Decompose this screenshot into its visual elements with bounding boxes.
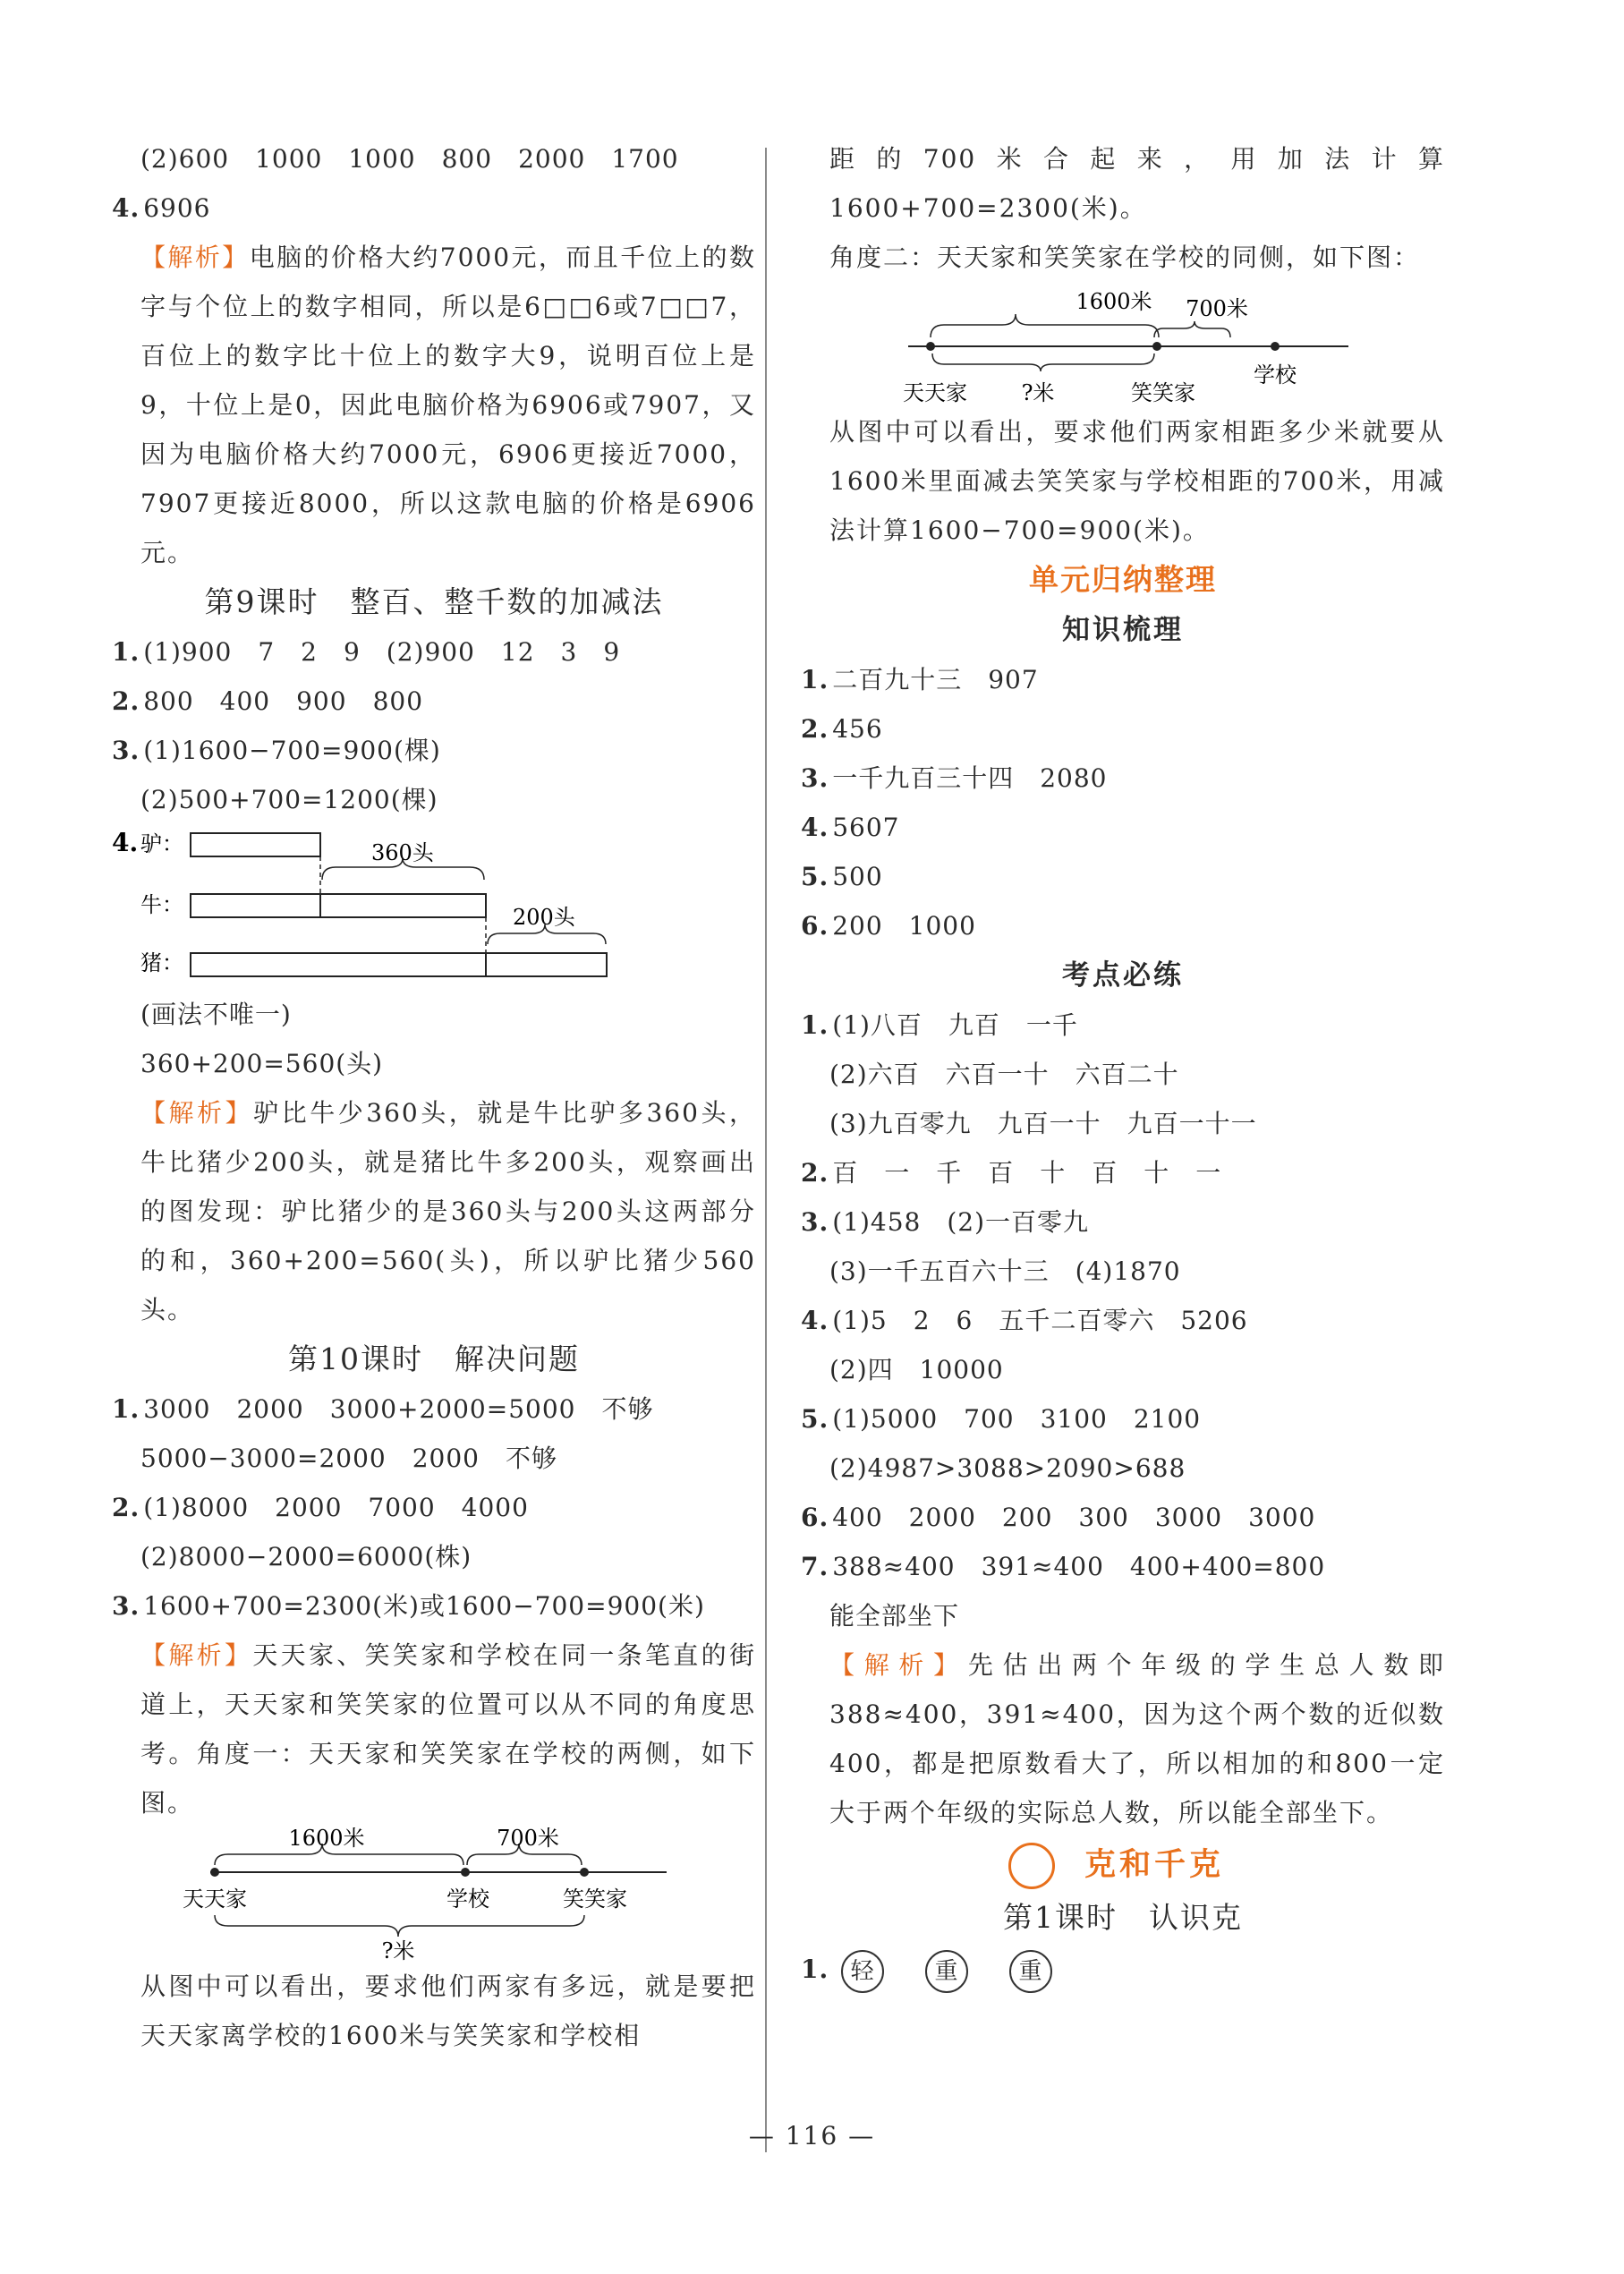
label-1600: 1600米 — [1076, 289, 1152, 314]
label-200: 200头 — [513, 905, 575, 930]
bar-diagram-svg — [112, 824, 756, 990]
answer-text: 百 一 千 百 十 百 十 一 — [832, 1158, 1222, 1188]
paragraph: 从图中可以看出，要求他们两家相距多少米就要从1600米里面减去笑笑家与学校相距的700米，用减法计算1600−700=900(米)。 — [829, 417, 1445, 545]
list-item — [801, 704, 1445, 754]
analysis-tag: 【解析】 — [829, 1650, 968, 1680]
answer-text: (1)5000 700 3100 2100 — [832, 1404, 1202, 1434]
label-unknown: ?米 — [381, 1938, 415, 1962]
label-school: 学校 — [446, 1886, 489, 1912]
list-item — [801, 901, 1445, 950]
analysis-text: 电脑的价格大约7000元，而且千位上的数字与个位上的数字相同，所以是6□□6或7□□7，百位上的数字比十位上的数字大9，说明百位上是9，十位上是0，因此电脑价格为6906或7907，又因为电脑价格大约7000元，6906更接近7000，7907更接近8000，所以这款电脑的价格是6906元。 — [140, 243, 756, 567]
lesson-9-title: 第9课时 整百、整千数的加减法 — [204, 584, 664, 619]
question-number: 6. — [801, 1503, 829, 1532]
question-number: 6. — [801, 911, 829, 941]
question-5 — [801, 1394, 1445, 1444]
list-item — [801, 803, 1445, 852]
answer-line: (2)4987>3088>2090>688 — [829, 1453, 1186, 1483]
unit-summary-title: 单元归纳整理 — [1029, 562, 1217, 597]
label-1600: 1600米 — [288, 1827, 365, 1851]
analysis-paragraph — [112, 1088, 756, 1334]
brace-700 — [1154, 321, 1230, 337]
answer-line: (3)一千五百六十三 (4)1870 — [829, 1256, 1181, 1286]
question-number: 1. — [801, 1955, 829, 1984]
bar-cow — [191, 894, 486, 917]
answer-text: (1)900 7 2 9 (2)900 12 3 9 — [143, 637, 621, 667]
bar-donkey — [191, 833, 320, 856]
answer-text: 400 2000 200 300 3000 3000 — [832, 1503, 1316, 1532]
question-number: 3. — [801, 1207, 829, 1237]
label-xiaoxiao: 笑笑家 — [1131, 380, 1195, 405]
question-number: 5. — [801, 1404, 829, 1434]
question-number: 1. — [801, 665, 829, 694]
paragraph: 角度二：天天家和笑笑家在学校的同侧，如下图： — [829, 243, 1421, 272]
chapter-title: 克和千克 — [1084, 1846, 1224, 1883]
label-pig: 猪： — [140, 950, 183, 975]
question-1 — [112, 1384, 756, 1434]
question-number: 3. — [112, 736, 140, 765]
brace-unknown — [932, 353, 1154, 371]
answer-line: (2)四 10000 — [829, 1355, 1004, 1384]
question-number: 1. — [112, 1394, 140, 1424]
answer-line: (3)九百零九 九百一十 九百一十一 — [829, 1109, 1257, 1138]
question-3 — [112, 1581, 756, 1631]
point-xiaoxiao — [1152, 342, 1161, 351]
label-360: 360头 — [371, 840, 434, 865]
analysis-paragraph — [112, 233, 756, 577]
brace-1600 — [931, 314, 1159, 337]
answer-line: 能全部坐下 — [829, 1601, 960, 1631]
answer-text: 1600+700=2300(米)或1600−700=900(米) — [143, 1591, 705, 1621]
equation-line: 360+200=560(头) — [140, 1049, 384, 1078]
answer-text: 200 1000 — [832, 911, 976, 941]
line-diagram-svg — [112, 1827, 756, 1962]
answer-text: 800 400 900 800 — [143, 686, 424, 716]
label-700: 700米 — [1186, 296, 1248, 321]
label-tiantian: 天天家 — [183, 1886, 247, 1912]
paragraph: 从图中可以看出，要求他们两家有多远，就是要把天天家离学校的1600米与笑笑家和学校相 — [140, 1972, 756, 2050]
analysis-text: 先估出两个年级的学生总人数即388≈400，391≈400，因为这个两个数的近似数400，都是把原数看大了，所以相加的和800一定大于两个年级的实际总人数，所以能全部坐下。 — [829, 1650, 1445, 1827]
circled-answer: 重 — [1009, 1950, 1052, 1993]
line-diagram-angle-2 — [801, 282, 1445, 407]
answer-text: (1)八百 九百 一千 — [832, 1010, 1078, 1040]
right-column — [801, 134, 1445, 1997]
label-cow: 牛： — [140, 892, 183, 917]
question-4 — [801, 1296, 1445, 1345]
question-number: 2. — [801, 714, 829, 744]
question-1 — [801, 1943, 1445, 1997]
answer-text: (1)458 (2)一百零九 — [832, 1207, 1090, 1237]
knowledge-review-title: 知识梳理 — [1062, 614, 1184, 646]
analysis-text: 天天家、笑笑家和学校在同一条笔直的街道上，天天家和笑笑家的位置可以从不同的角度思考。角度一：天天家和笑笑家在学校的两侧，如下图。 — [140, 1640, 756, 1818]
answer-text: (1)5 2 6 五千二百零六 5206 — [832, 1306, 1248, 1335]
answer-line: (2)600 1000 1000 800 2000 1700 — [140, 144, 679, 174]
label-donkey: 驴： — [140, 831, 183, 856]
question-2 — [112, 677, 756, 726]
label-tiantian: 天天家 — [903, 380, 967, 405]
note-line: (画法不唯一) — [140, 1000, 292, 1029]
answer-text: (1)8000 2000 7000 4000 — [143, 1493, 529, 1522]
question-3 — [112, 726, 756, 775]
point-tiantian — [210, 1868, 219, 1877]
question-number: 5. — [801, 862, 829, 891]
point-tiantian — [926, 342, 935, 351]
question-1 — [112, 627, 756, 677]
question-number: 4. — [112, 193, 140, 223]
point-school — [461, 1868, 470, 1877]
analysis-paragraph — [801, 1640, 1445, 1837]
chapter-heading — [801, 1837, 1445, 1893]
answer-line: (2)500+700=1200(棵) — [140, 785, 438, 814]
question-number: 4. — [801, 813, 829, 842]
page-number: — 116 — — [748, 2121, 876, 2151]
answer-text: 456 — [832, 714, 883, 744]
answer-text: 6906 — [143, 193, 211, 223]
circled-answer: 重 — [925, 1950, 968, 1993]
paragraph: 距的700米合起来，用加法计算1600+700=2300(米)。 — [829, 144, 1445, 223]
label-unknown: ?米 — [1021, 380, 1055, 405]
answer-line: (2)8000−2000=6000(株) — [140, 1542, 472, 1571]
question-number: 3. — [801, 763, 829, 793]
lesson-1-title: 第1课时 认识克 — [1003, 1900, 1243, 1935]
question-3 — [801, 1197, 1445, 1247]
question-number: 2. — [112, 686, 140, 716]
answer-line: (2)六百 六百一十 六百二十 — [829, 1060, 1179, 1089]
circled-answer: 轻 — [841, 1950, 884, 1993]
left-column — [112, 134, 756, 2060]
question-6 — [801, 1493, 1445, 1542]
lesson-10-title: 第10课时 解决问题 — [288, 1341, 580, 1376]
question-number: 3. — [112, 1591, 140, 1621]
brace-unknown — [215, 1915, 584, 1937]
list-item — [801, 655, 1445, 704]
question-7 — [801, 1542, 1445, 1591]
question-2 — [801, 1148, 1445, 1197]
answer-line: 5000−3000=2000 2000 不够 — [140, 1444, 557, 1473]
point-xiaoxiao — [580, 1868, 589, 1877]
column-divider — [765, 148, 767, 2152]
bar-diagram-animals — [112, 824, 756, 990]
answer-text: 388≈400 391≈400 400+400=800 — [832, 1552, 1326, 1581]
answer-text: 一千九百三十四 2080 — [832, 763, 1108, 793]
list-item — [801, 754, 1445, 803]
analysis-paragraph — [112, 1631, 756, 1827]
question-number: 2. — [801, 1158, 829, 1188]
analysis-tag: 【解析】 — [140, 1640, 253, 1670]
point-school — [1271, 342, 1280, 351]
answer-text: 5607 — [832, 813, 900, 842]
question-1 — [801, 1001, 1445, 1050]
label-xiaoxiao: 笑笑家 — [563, 1886, 627, 1912]
question-number: 2. — [112, 1493, 140, 1522]
practice-title: 考点必练 — [1062, 959, 1184, 992]
chapter-circle-icon — [1008, 1843, 1055, 1889]
answer-text: 二百九十三 907 — [832, 665, 1039, 694]
bar-pig — [191, 953, 607, 976]
analysis-tag: 【解析】 — [140, 243, 250, 272]
analysis-text: 驴比牛少360头，就是牛比驴多360头，牛比猪少200头，就是猪比牛多200头，观察画出的图发现：驴比猪少的是360头与200头这两部分的和，360+200=560(头)，所以驴比猪少560头。 — [140, 1098, 756, 1324]
label-school: 学校 — [1254, 362, 1297, 388]
question-number: 4. — [112, 828, 139, 857]
line-diagram-svg — [801, 282, 1445, 407]
question-number: 1. — [801, 1010, 829, 1040]
question-number: 4. — [801, 1306, 829, 1335]
line-diagram-angle-1 — [112, 1827, 756, 1962]
answer-text: 3000 2000 3000+2000=5000 不够 — [143, 1394, 654, 1424]
label-700: 700米 — [497, 1827, 559, 1851]
list-item — [801, 852, 1445, 901]
question-2 — [112, 1483, 756, 1532]
answer-text: (1)1600−700=900(棵) — [143, 736, 441, 765]
question-number: 1. — [112, 637, 140, 667]
question-number: 7. — [801, 1552, 829, 1581]
analysis-tag: 【解析】 — [140, 1098, 254, 1128]
question-4 — [112, 183, 756, 233]
answer-text: 500 — [832, 862, 883, 891]
